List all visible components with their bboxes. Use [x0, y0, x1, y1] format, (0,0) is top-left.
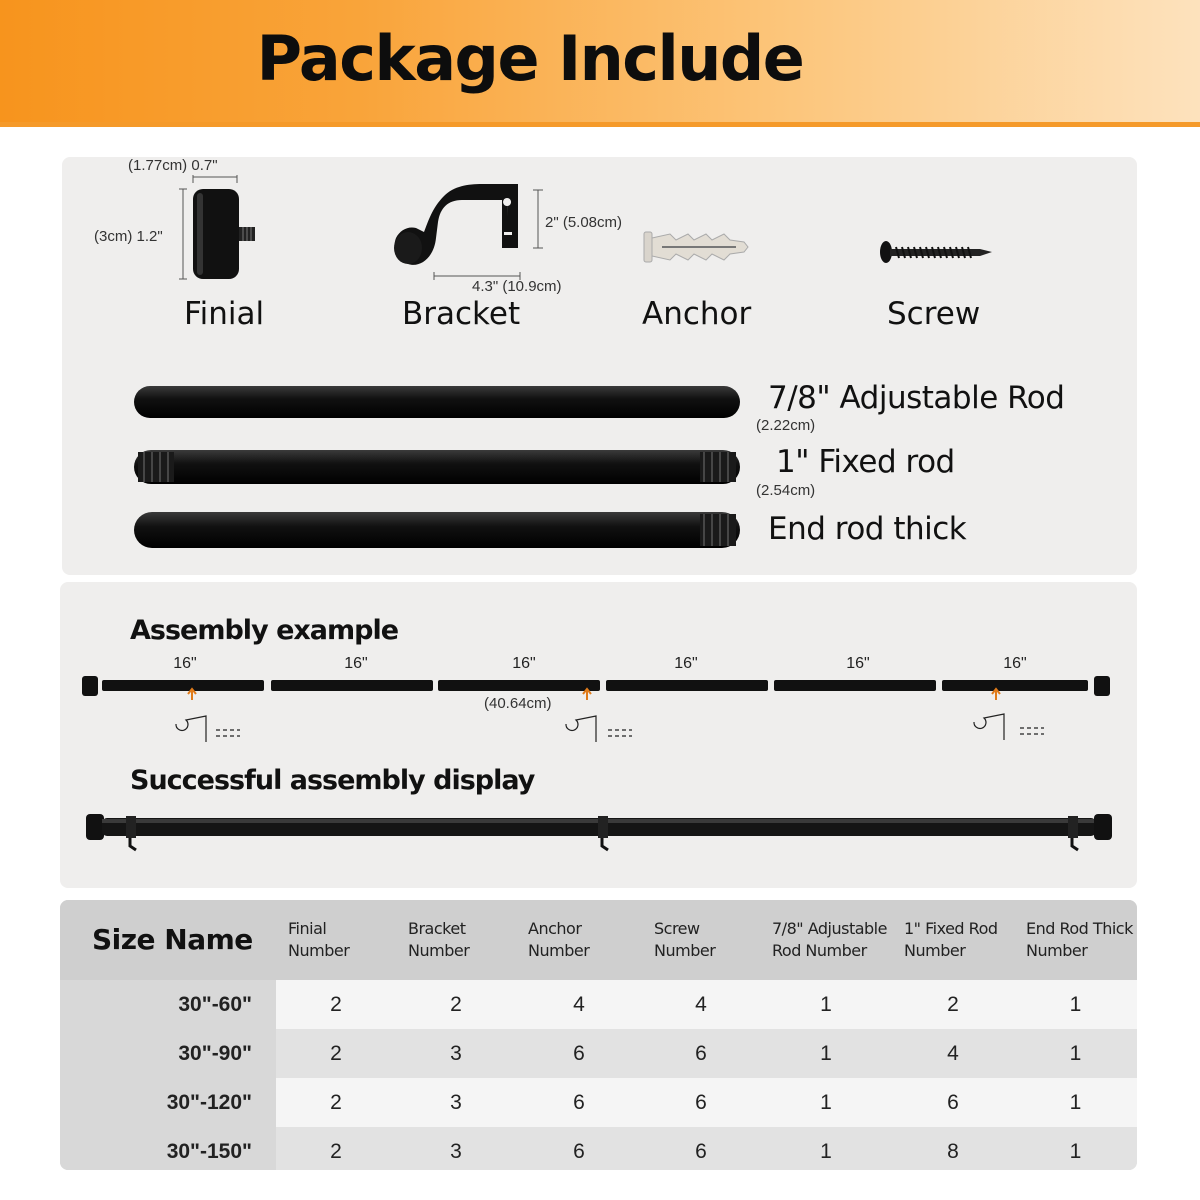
table-row: [60, 1127, 1137, 1170]
table-header-row: [60, 900, 1137, 980]
assembled-rod-display: [82, 810, 1116, 856]
page-title: Package Include: [256, 22, 804, 95]
header-anchor-number: [516, 900, 642, 980]
quantity-cell: 4: [642, 980, 760, 1029]
quantity-cell: 2: [276, 980, 396, 1029]
size-name-cell: 30"-60": [60, 980, 276, 1029]
table-header-label: 1" Fixed Rod Number: [904, 919, 998, 960]
quantity-cell: 6: [892, 1078, 1014, 1127]
screw-label: Screw: [887, 296, 981, 332]
finial-width-dim: (1.77cm) 0.7": [128, 157, 218, 174]
table-header-label: Anchor Number: [528, 919, 590, 960]
header-divider: [0, 122, 1200, 127]
quantity-cell: 6: [642, 1078, 760, 1127]
finial-height-dim: (3cm) 1.2": [94, 228, 163, 245]
size-name-cell: 30"-120": [60, 1078, 276, 1127]
segment-length-2: 16": [344, 655, 368, 672]
quantity-cell: 1: [1014, 1078, 1137, 1127]
segment-length-5: 16": [846, 655, 870, 672]
header-finial-number: [276, 900, 396, 980]
table-header-label: End Rod Thick Number: [1026, 919, 1133, 960]
quantity-cell: 2: [276, 1029, 396, 1078]
bracket-icon: [390, 178, 550, 290]
size-name-cell: 30"-90": [60, 1029, 276, 1078]
header-end-rod-number: [1014, 900, 1137, 980]
end-rod-label: End rod thick: [768, 511, 967, 547]
table-header-label: 7/8" Adjustable Rod Number: [772, 919, 887, 960]
screw-icon: [878, 238, 998, 268]
rods-icon: [130, 384, 746, 554]
size-table: [60, 900, 1137, 1170]
anchor-icon: [640, 228, 752, 268]
quantity-cell: 8: [892, 1127, 1014, 1170]
finial-label: Finial: [184, 296, 265, 332]
quantity-cell: 2: [892, 980, 1014, 1029]
quantity-cell: 1: [1014, 1029, 1137, 1078]
quantity-cell: 3: [396, 1127, 516, 1170]
segment-length-3: 16": [512, 655, 536, 672]
header-size-name: Size Name: [60, 900, 276, 980]
quantity-cell: 1: [760, 980, 892, 1029]
bracket-width-dim: 4.3" (10.9cm): [472, 278, 562, 295]
adjustable-rod-label: 7/8" Adjustable Rod: [768, 380, 1065, 416]
bracket-height-dim: 2" (5.08cm): [545, 214, 623, 231]
quantity-cell: 1: [760, 1029, 892, 1078]
quantity-cell: 4: [516, 980, 642, 1029]
table-row: [60, 980, 1137, 1029]
segment-length-1: 16": [173, 655, 197, 672]
quantity-cell: 6: [516, 1029, 642, 1078]
header-adjustable-rod-number: [760, 900, 892, 980]
quantity-cell: 1: [1014, 980, 1137, 1029]
size-name-cell: 30"-150": [60, 1127, 276, 1170]
assembly-example-diagram: [76, 672, 1116, 752]
header-bracket-number: [396, 900, 516, 980]
assembly-title: Assembly example: [130, 615, 399, 646]
quantity-cell: 1: [760, 1127, 892, 1170]
adjustable-rod-dim: (2.22cm): [756, 417, 816, 434]
table-header-label: Bracket Number: [408, 919, 470, 960]
quantity-cell: 1: [1014, 1127, 1137, 1170]
header-fixed-rod-number: [892, 900, 1014, 980]
segment-length-6: 16": [1003, 655, 1027, 672]
finial-icon: [165, 175, 275, 295]
fixed-rod-dim: (2.54cm): [756, 482, 816, 499]
header-screw-number: [642, 900, 760, 980]
assembly-display-title: Successful assembly display: [130, 765, 535, 796]
fixed-rod-label: 1" Fixed rod: [776, 444, 955, 480]
table-row: [60, 1078, 1137, 1127]
segment-length-4: 16": [674, 655, 698, 672]
quantity-cell: 2: [396, 980, 516, 1029]
bracket-label: Bracket: [402, 296, 521, 332]
table-header-label: Finial Number: [288, 919, 350, 960]
quantity-cell: 4: [892, 1029, 1014, 1078]
quantity-cell: 6: [516, 1127, 642, 1170]
table-header-label: Screw Number: [654, 919, 716, 960]
anchor-label: Anchor: [642, 296, 752, 332]
quantity-cell: 3: [396, 1029, 516, 1078]
quantity-cell: 2: [276, 1127, 396, 1170]
table-row: [60, 1029, 1137, 1078]
quantity-cell: 6: [516, 1078, 642, 1127]
quantity-cell: 2: [276, 1078, 396, 1127]
quantity-cell: 6: [642, 1029, 760, 1078]
quantity-cell: 1: [760, 1078, 892, 1127]
segment-metric-dim: (40.64cm): [484, 695, 552, 712]
quantity-cell: 6: [642, 1127, 760, 1170]
quantity-cell: 3: [396, 1078, 516, 1127]
